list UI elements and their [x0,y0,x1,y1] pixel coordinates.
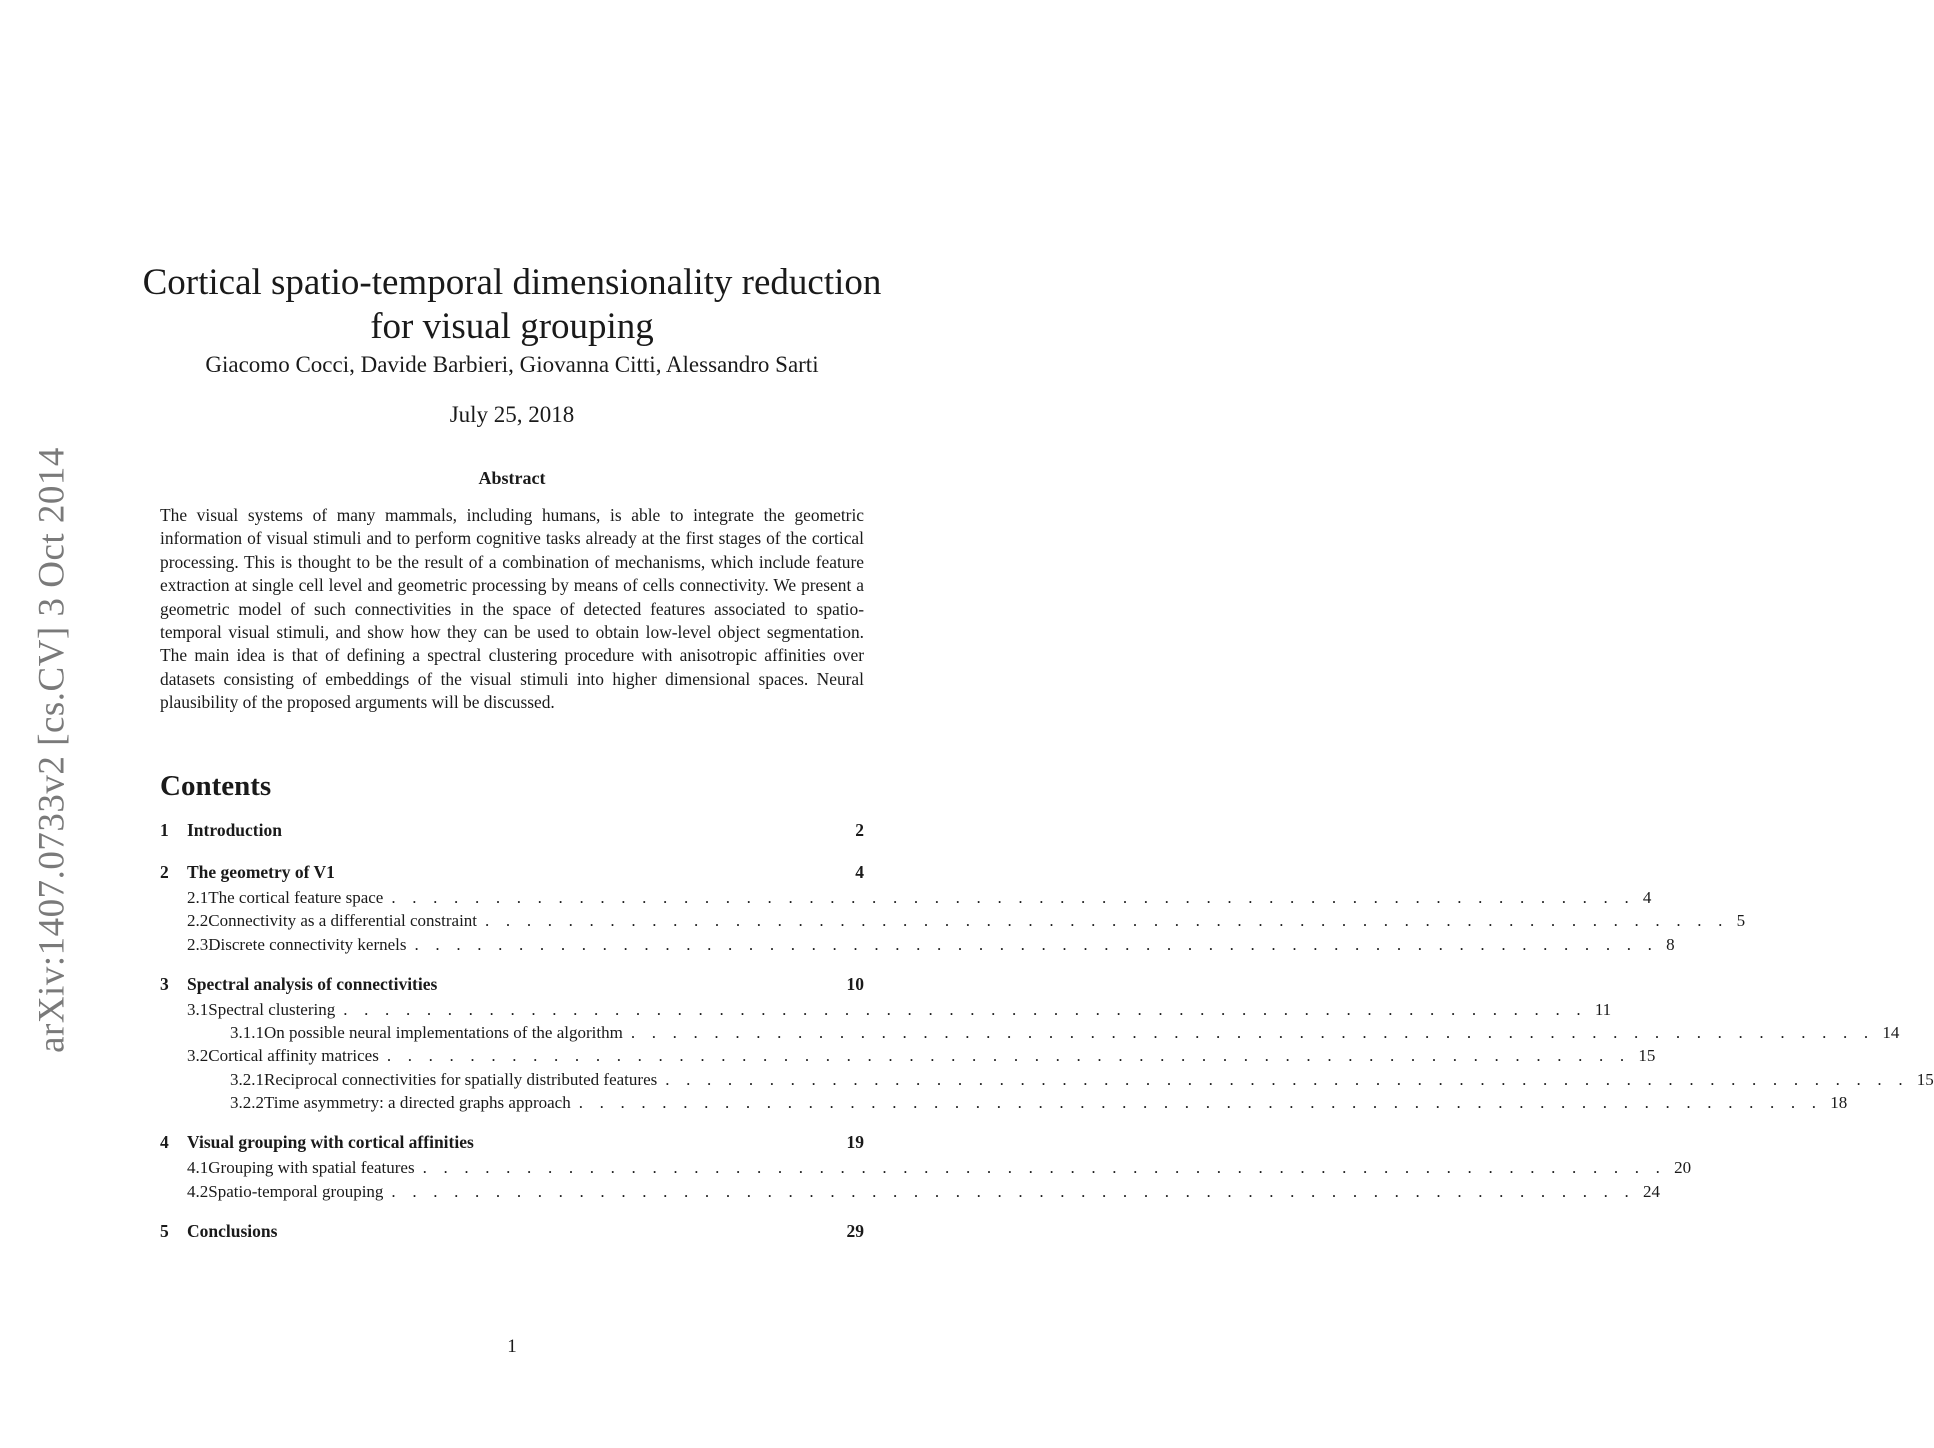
toc-entry-4.1[interactable] [160,1158,1692,1181]
toc-page: 4 [1642,888,1652,907]
title-line-1: Cortical spatio-temporal dimensionality reduction [142,261,882,303]
toc-gap [160,846,864,862]
toc-leader-dots: . . . . . . . . . . . . . . . . . . . . . . . . . . . . . . . . . . . . . . . . . . . . . . . . . . . . . . . . . . . . [386,1046,1631,1066]
toc-section-5[interactable] [160,1221,864,1247]
toc-label: Conclusions [187,1220,278,1241]
toc-number: 3.1.1 [230,1023,264,1043]
toc-page: 24 [1642,1181,1660,1201]
toc-number: 2.3 [187,934,209,954]
toc-page: 11 [1594,999,1612,1019]
toc-section-3[interactable] [160,974,864,1000]
toc-gap [160,1205,864,1221]
page-number: 1 [507,1336,517,1357]
toc-number: 4.2 [187,1181,209,1201]
toc-page: 2 [855,820,864,840]
toc-number: 2 [160,862,169,882]
toc-number: 2.2 [187,911,209,931]
toc-leader-dots: . . . . . . . . . . . . . . . . . . . . . . . . . . . . . . . . . . . . . . . . . . . . . . . . . . . . . . . . . . . . [665,1069,1909,1089]
toc-leader-dots: . . . . . . . . . . . . . . . . . . . . . . . . . . . . . . . . . . . . . . . . . . . . . . . . . . . . . . . . . . . . [578,1093,1823,1113]
toc-label: Visual grouping with cortical affinities [187,1132,474,1153]
toc-label: Time asymmetry: a directed graphs approach [264,1093,571,1113]
toc-leader-dots: . . . . . . . . . . . . . . . . . . . . . . . . . . . . . . . . . . . . . . . . . . . . . . . . . . . . . . . . . . . . [414,934,1659,954]
toc-page: 18 [1830,1093,1848,1113]
toc-page: 10 [846,973,864,994]
toc-number: 3.2.1 [230,1069,264,1089]
toc-leader-dots: . . . . . . . . . . . . . . . . . . . . . . . . . . . . . . . . . . . . . . . . . . . . . . . . . . . . . . . . . . . . [343,999,1587,1019]
toc-entry-3.2.1[interactable] [160,1069,1934,1093]
toc-page: 20 [1674,1158,1692,1178]
toc-section-4[interactable] [160,1132,864,1158]
toc-entry-2.1[interactable] [160,888,1652,911]
toc-label: Spectral analysis of connectivities [187,973,438,994]
toc-entry-4.2[interactable] [160,1181,1660,1205]
toc-leader-dots: . . . . . . . . . . . . . . . . . . . . . . . . . . . . . . . . . . . . . . . . . . . . . . . . . . . . . . . . . . . . [485,911,1729,931]
toc-entry-3.2.2[interactable] [160,1093,1848,1116]
toc-leader-dots: . . . . . . . . . . . . . . . . . . . . . . . . . . . . . . . . . . . . . . . . . . . . . . . . . . . . . . . . . . . . [391,1181,1635,1201]
toc-entry-3.2[interactable] [160,1046,1656,1069]
toc-number: 4 [160,1132,169,1153]
toc-section-1[interactable] [160,820,864,846]
toc-page: 14 [1882,1023,1900,1043]
toc-label: Connectivity as a differential constraint [208,911,478,931]
toc-number: 3 [160,973,169,994]
toc-section-2[interactable] [160,862,864,888]
toc-leader-dots: . . . . . . . . . . . . . . . . . . . . . . . . . . . . . . . . . . . . . . . . . . . . . . . . . . . . . . . . . . . . [630,1023,1875,1043]
toc-label: On possible neural implementations of the algorithm [264,1023,623,1043]
toc-label: The cortical feature space [208,888,384,907]
toc-page: 15 [1638,1046,1656,1066]
arxiv-identifier: arXiv:1407.0733v2 [cs.CV] 3 Oct 2014 [31,447,73,1053]
toc-page: 8 [1666,934,1675,954]
toc-leader-dots: . . . . . . . . . . . . . . . . . . . . . . . . . . . . . . . . . . . . . . . . . . . . . . . . . . . . . . . . . . . . [391,888,1635,907]
toc-number: 3.2.2 [230,1093,264,1113]
toc-page: 5 [1736,911,1746,931]
toc-number: 3.2 [187,1046,209,1066]
toc-entry-2.3[interactable] [160,934,1675,958]
toc-number: 2.1 [187,888,209,907]
toc-entry-3.1[interactable] [160,999,1612,1023]
toc-gap [160,958,864,974]
contents-heading: Contents [160,770,272,802]
toc-label: Reciprocal connectivities for spatially distributed features [264,1069,658,1089]
toc-number: 3.1 [187,999,209,1019]
toc-number: 5 [160,1220,169,1241]
toc-leader-dots: . . . . . . . . . . . . . . . . . . . . . . . . . . . . . . . . . . . . . . . . . . . . . . . . . . . . . . . . . . . . [422,1158,1667,1178]
table-of-contents [160,820,1934,1247]
toc-entry-2.2[interactable] [160,911,1746,934]
toc-label: Grouping with spatial features [208,1158,415,1178]
toc-label: Introduction [187,820,282,840]
toc-gap [160,1116,864,1132]
paper-title [140,261,884,349]
toc-number: 1 [160,820,169,840]
author-list: Giacomo Cocci, Davide Barbieri, Giovanna Citti, Alessandro Sarti [205,352,819,377]
abstract-text: The visual systems of many mammals, including humans, is able to integrate the geometric information of visual stimuli and to perform cognitive tasks already at the first stages of the cortical processing. This is thought to be the result of a combination of mechanisms, which include feature extraction at single cell level and geometric processing by means of cells connectivity. We present a geometric model of such connectivities in the space of detected features associated to spatio-temporal visual stimuli, and show how they can be used to obtain low-level object segmentation. The main idea is that of defining a spectral clustering procedure with anisotropic affinities over datasets consisting of embeddings of the visual stimuli into higher dimensional spaces. Neural plausibility of the proposed arguments will be discussed. [160,505,864,713]
title-line-2: for visual grouping [370,305,654,347]
toc-label: Spatio-temporal grouping [208,1181,384,1201]
toc-page: 4 [855,862,864,882]
toc-page: 15 [1916,1069,1934,1089]
publication-date: July 25, 2018 [449,402,575,427]
toc-number: 4.1 [187,1158,209,1178]
toc-label: Cortical affinity matrices [208,1046,379,1066]
toc-label: Discrete connectivity kernels [208,934,407,954]
abstract-heading: Abstract [478,468,546,488]
toc-label: The geometry of V1 [187,862,335,882]
toc-page: 29 [846,1220,864,1241]
toc-label: Spectral clustering [208,999,336,1019]
toc-entry-3.1.1[interactable] [160,1023,1900,1046]
toc-page: 19 [846,1132,864,1153]
